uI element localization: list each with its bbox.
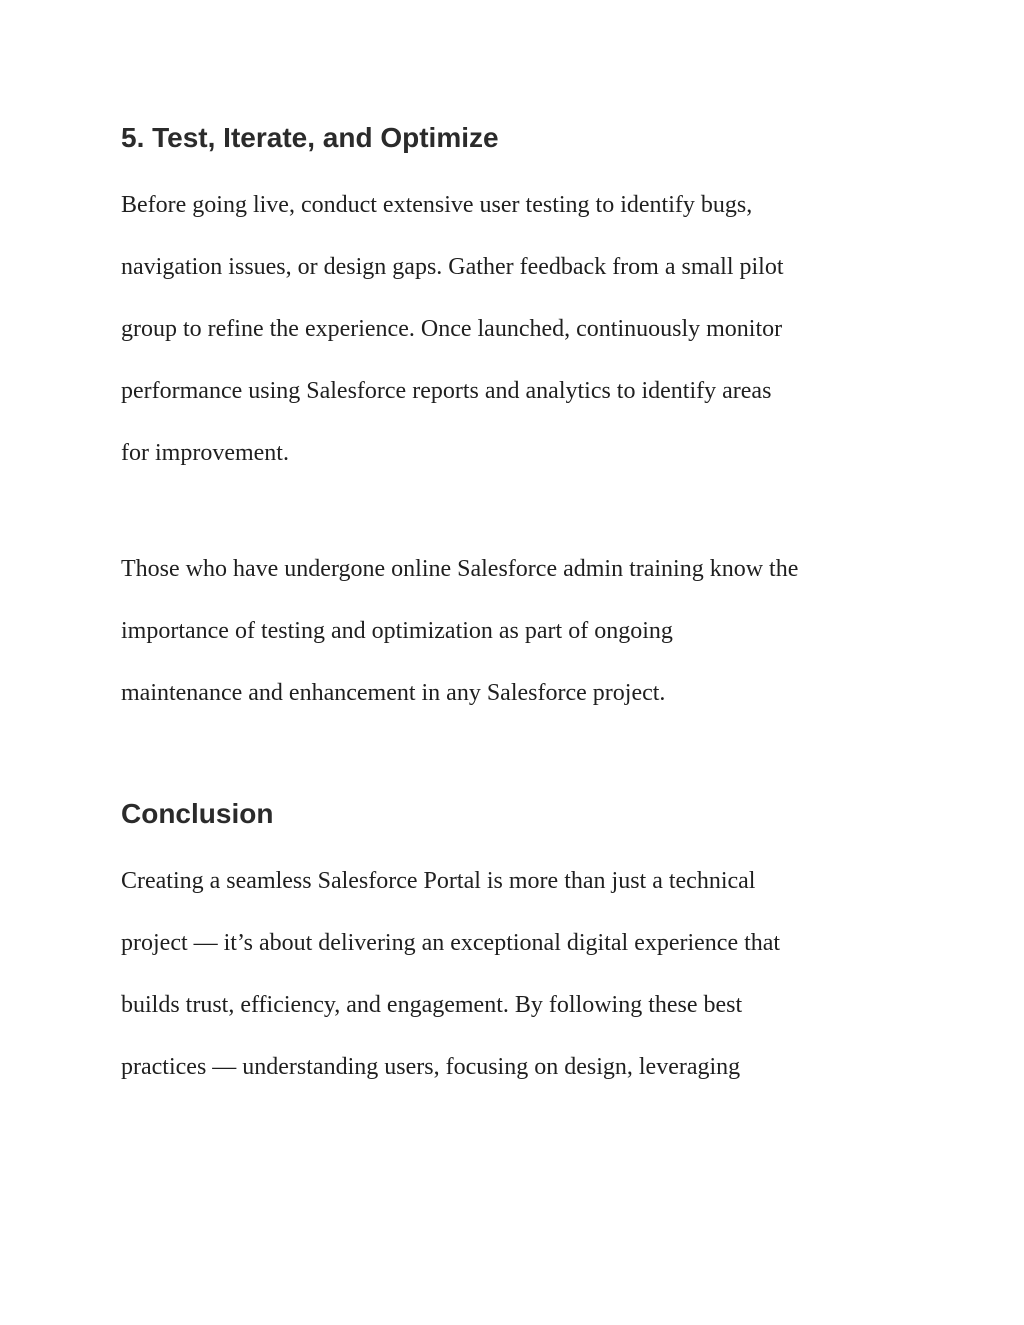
section-heading-test-iterate-optimize: 5. Test, Iterate, and Optimize xyxy=(121,122,499,153)
paragraph-line: group to refine the experience. Once launched, continuously monitor xyxy=(121,316,783,342)
paragraph-line: importance of testing and optimization as part of ongoing xyxy=(121,618,673,644)
paragraph-line: practices — understanding users, focusing on design, leveraging xyxy=(121,1054,741,1080)
paragraph-line: maintenance and enhancement in any Salesforce project. xyxy=(121,680,666,706)
paragraph-line: Creating a seamless Salesforce Portal is more than just a technical xyxy=(121,868,756,894)
paragraph-line: Before going live, conduct extensive user testing to identify bugs, xyxy=(121,192,753,218)
paragraph-line: Those who have undergone online Salesforce admin training know the xyxy=(121,556,799,582)
paragraph-line: project — it’s about delivering an exceptional digital experience that xyxy=(121,930,781,956)
section-heading-conclusion: Conclusion xyxy=(121,798,274,829)
paragraph-line: navigation issues, or design gaps. Gather feedback from a small pilot xyxy=(121,254,784,280)
paragraph-line: performance using Salesforce reports and analytics to identify areas xyxy=(121,378,772,404)
paragraph-line: builds trust, efficiency, and engagement. By following these best xyxy=(121,992,743,1018)
paragraph-line: for improvement. xyxy=(121,440,289,466)
